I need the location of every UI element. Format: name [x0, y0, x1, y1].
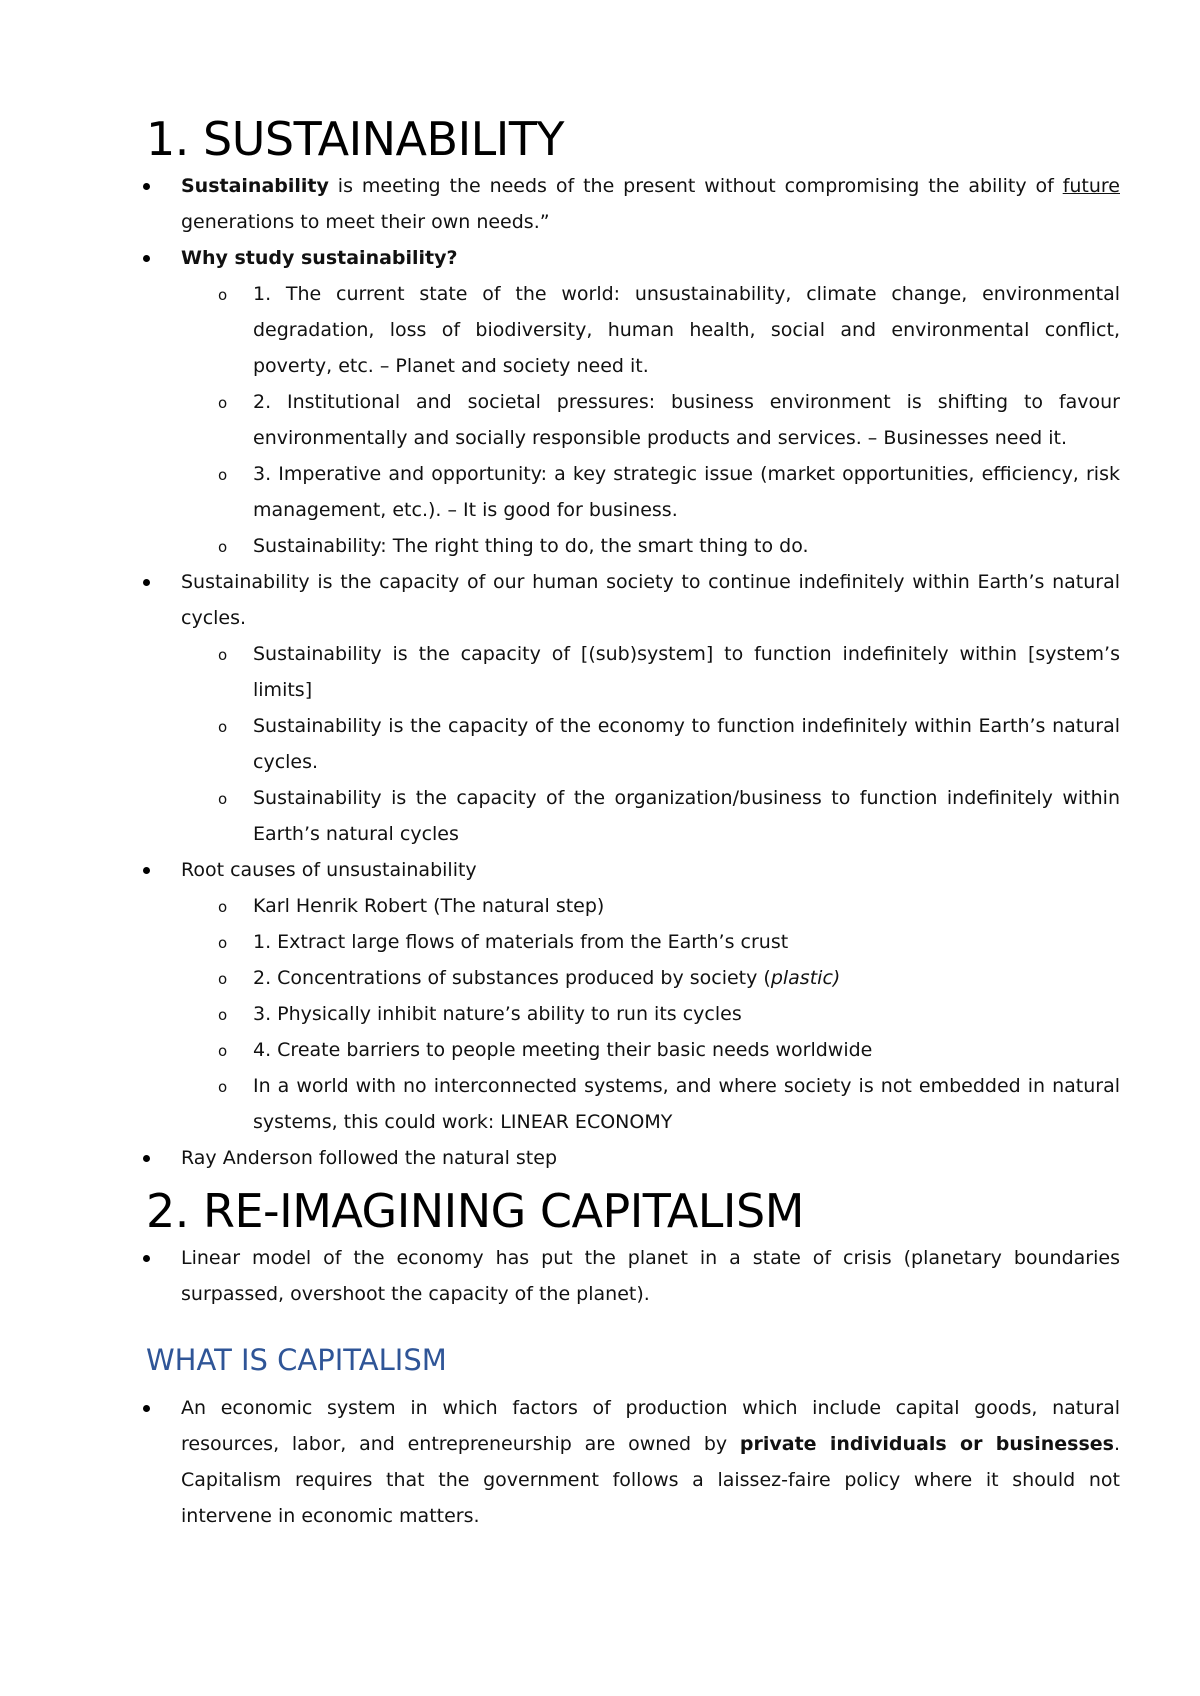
bullet-sustainability-definition: [146, 168, 1120, 240]
section-2-heading: 2. RE-IMAGINING CAPITALISM: [146, 1184, 804, 1238]
sub-item: [146, 1068, 1120, 1140]
sub-bullet-icon: o: [218, 1006, 228, 1024]
sub-bullet-icon: o: [218, 1042, 228, 1060]
bullet-why-study: [146, 240, 1120, 564]
sub-bullet-icon: o: [218, 394, 228, 412]
sub-item-text: Karl Henrik Robert (The natural step): [253, 895, 605, 917]
term-sustainability: Sustainability: [181, 175, 329, 197]
sub-bullet-icon: o: [218, 538, 228, 556]
sub-item: [146, 1032, 1120, 1068]
sub-item-text: 4. Create barriers to people meeting their basic needs worldwide: [253, 1039, 873, 1061]
why-study-label: Why study sustainability?: [181, 247, 458, 269]
sub-item: [146, 276, 1120, 384]
definition-text-a: is meeting the needs of the present without compromising the ability of: [328, 175, 1063, 197]
root-causes-sublist: [181, 888, 1120, 1140]
capitalism-bold: private individuals or businesses: [739, 1433, 1114, 1455]
sub-item-text: 3. Imperative and opportunity: a key strategic issue (market opportunities, efficiency, risk management, etc.). – It is good for business.: [253, 463, 1120, 521]
sub-bullet-icon: o: [218, 286, 228, 304]
sub-item: [146, 924, 1120, 960]
sub-item-text: In a world with no interconnected systems, and where society is not embedded in natural systems, this could work: LINEAR ECONOMY: [253, 1075, 1120, 1133]
bullet-icon: [143, 1405, 150, 1412]
sub-item: [146, 780, 1120, 852]
sub-item-text: 3. Physically inhibit nature’s ability to run its cycles: [253, 1003, 742, 1025]
sub-bullet-icon: o: [218, 466, 228, 484]
sub-item: [146, 636, 1120, 708]
sub-bullet-icon: o: [218, 790, 228, 808]
sub-item-text: 2. Institutional and societal pressures: business environment is shifting to favour environmentally and socially responsible products and services. – Businesses need it.: [253, 391, 1120, 449]
capitalism-text-b: . Capitalism requires that the government follows a laissez-faire policy where it should not intervene in economic matters.: [181, 1433, 1121, 1527]
root-causes-text: Root causes of unsustainability: [181, 859, 477, 881]
sub-item: [146, 960, 1120, 996]
sub-item: [146, 528, 1120, 564]
definition-text-b: generations to meet their own needs.”: [181, 211, 550, 233]
section-1-heading: 1. SUSTAINABILITY: [146, 112, 565, 166]
sub-item: [146, 708, 1120, 780]
underlined-future: future: [1062, 175, 1120, 197]
why-study-sublist: [181, 276, 1120, 564]
sub-item-text: Sustainability: The right thing to do, the smart thing to do.: [253, 535, 809, 557]
plastic-text-a: 2. Concentrations of substances produced by society (: [253, 967, 771, 989]
capitalism-list: [146, 1390, 1120, 1534]
sub-item-text: 1. The current state of the world: unsustainability, climate change, environmental degradation, loss of biodiversity, human health, social and environmental conflict, poverty, etc. – Planet and society need it.: [253, 283, 1120, 377]
capitalism-text-a: An economic system in which factors of production which include capital goods, natural resources, labor, and entrepreneurship are owned by: [181, 1397, 1120, 1455]
plastic-italic: plastic): [770, 967, 841, 989]
bullet-root-causes: [146, 852, 1120, 1140]
bullet-icon: [143, 255, 150, 262]
linear-model-text: Linear model of the economy has put the planet in a state of crisis (planetary boundaries surpassed, overshoot the capacity of the planet).: [181, 1247, 1120, 1305]
bullet-icon: [143, 867, 150, 874]
capacity-sublist: [181, 636, 1120, 852]
bullet-icon: [143, 183, 150, 190]
bullet-icon: [143, 1155, 150, 1162]
section-2-list: [146, 1240, 1120, 1312]
sub-bullet-icon: o: [218, 646, 228, 664]
sub-bullet-icon: o: [218, 970, 228, 988]
sub-item: [146, 384, 1120, 456]
bullet-linear-model: [146, 1240, 1120, 1312]
capacity-text: Sustainability is the capacity of our human society to continue indefinitely within Earth’s natural cycles.: [181, 571, 1120, 629]
sub-item-text: 1. Extract large flows of materials from the Earth’s crust: [253, 931, 789, 953]
bullet-icon: [143, 579, 150, 586]
sub-item-text: Sustainability is the capacity of [(sub)system] to function indefinitely within [system’s limits]: [253, 643, 1120, 701]
sub-item: [146, 888, 1120, 924]
sub-bullet-icon: o: [218, 1078, 228, 1096]
ray-anderson-text: Ray Anderson followed the natural step: [181, 1147, 558, 1169]
what-is-capitalism-heading: WHAT IS CAPITALISM: [146, 1343, 447, 1377]
bullet-capitalism-definition: [146, 1390, 1120, 1534]
sub-item: [146, 456, 1120, 528]
sub-item-text: Sustainability is the capacity of the organization/business to function indefinitely within Earth’s natural cycles: [253, 787, 1120, 845]
sub-bullet-icon: o: [218, 934, 228, 952]
bullet-ray-anderson: [146, 1140, 1120, 1176]
bullet-icon: [143, 1255, 150, 1262]
sub-item-text: [253, 960, 1120, 996]
sub-item: [146, 996, 1120, 1032]
document-page: [146, 110, 1120, 1534]
sub-bullet-icon: o: [218, 898, 228, 916]
bullet-capacity: [146, 564, 1120, 852]
section-1-list: [146, 168, 1120, 1176]
sub-item-text: Sustainability is the capacity of the economy to function indefinitely within Earth’s natural cycles.: [253, 715, 1120, 773]
sub-bullet-icon: o: [218, 718, 228, 736]
